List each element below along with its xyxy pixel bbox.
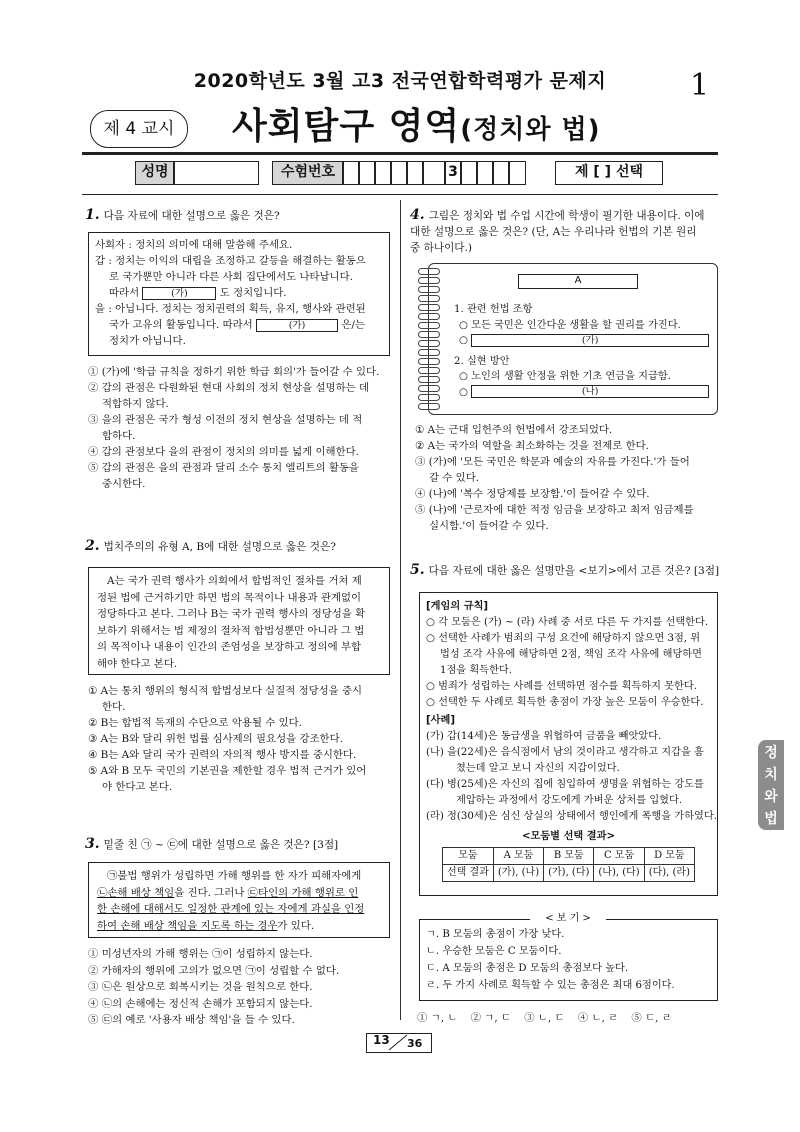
column-divider bbox=[400, 200, 401, 1020]
q3-box-line bbox=[97, 918, 381, 935]
option-line: ② 갑의 관점은 다원화된 현대 사회의 정치 현상을 설명하는 데 bbox=[88, 382, 370, 394]
q1-prompt bbox=[85, 207, 280, 224]
q5-bogi-item: ㄹ. 두 가지 사례로 획득할 수 있는 총점은 최대 6점이다. bbox=[426, 980, 675, 991]
q4-prompt-text: 그림은 정치와 법 수업 시간에 학생이 필기한 내용이다. 이에 bbox=[428, 210, 705, 222]
name-field[interactable] bbox=[173, 161, 259, 185]
q2-box-line: 정된 법에 근거하기만 하면 법의 목적이나 내용과 관계없이 bbox=[97, 591, 362, 604]
q2-box-line: 정당하다고 본다. 그러나 B는 국가 권력 행사의 정당성을 확 bbox=[97, 608, 366, 620]
ring-icon bbox=[418, 313, 440, 320]
q5-answers bbox=[417, 1010, 672, 1026]
option-line: ② B는 합법적 독재의 수단으로 악용될 수 있다. bbox=[88, 717, 303, 729]
q1-box-line: 로 국가뿐만 아니라 다른 사회 집단에서도 나타납니다. bbox=[109, 271, 353, 283]
ring-icon bbox=[418, 403, 440, 410]
q5-prompt-text: 다음 자료에 대한 옳은 설명만을 <보기>에서 고른 것은? [3점] bbox=[428, 565, 720, 577]
table-cell: (가), (다) bbox=[544, 865, 594, 882]
side-tab-char: 와 bbox=[764, 789, 778, 805]
option-line: ③ (가)에 '모든 국민은 학문과 예술의 자유를 가진다.'가 들어 bbox=[415, 456, 690, 468]
q2-number: 2. bbox=[85, 538, 100, 554]
q4-note-bullet: ○ bbox=[459, 335, 468, 346]
option-line: 야 한다고 본다. bbox=[102, 781, 173, 793]
exam-number-hyphen bbox=[422, 161, 446, 185]
subject-title bbox=[232, 98, 601, 149]
q4-note-bullet: ○ bbox=[459, 386, 468, 398]
q4-option-1[interactable] bbox=[415, 422, 720, 438]
option-line: ⑤ A와 B 모두 국민의 기본권을 제한할 경우 법적 근거가 있어 bbox=[88, 765, 367, 777]
table-header-cell: D 모둠 bbox=[644, 848, 694, 865]
ring-icon bbox=[418, 268, 440, 275]
q4-blank-ga: (가) bbox=[471, 334, 709, 347]
q1-box-line: 을 : 아닙니다. 정치는 정치권력의 획득, 유지, 행사와 관련된 bbox=[95, 303, 366, 315]
table-header-cell: A 모둠 bbox=[493, 848, 543, 865]
q3-underline-c: 하여 손해 배상 책임을 지도록 하는 경우 bbox=[97, 919, 278, 932]
q5-rule: ○ 선택한 두 사례로 획득한 총점이 가장 높은 모둠이 우승한다. bbox=[426, 697, 704, 708]
table-row bbox=[442, 848, 694, 865]
q2-box-line: A는 국가 권력 행사가 의회에서 합법적인 절차를 거쳐 제 bbox=[107, 575, 362, 587]
q1-option-3[interactable] bbox=[88, 412, 393, 444]
page-number: 1 bbox=[690, 68, 710, 103]
ring-icon bbox=[418, 295, 440, 302]
q5-bogi-item: ㄷ. A 모둠의 총점은 D 모둠의 총점보다 높다. bbox=[426, 963, 629, 974]
q5-result-table bbox=[442, 847, 695, 882]
option-line: 실시함.'이 들어갈 수 있다. bbox=[429, 520, 549, 532]
ring-icon bbox=[418, 331, 440, 338]
table-row bbox=[442, 865, 694, 882]
ring-icon bbox=[418, 358, 440, 365]
ring-icon bbox=[418, 322, 440, 329]
q5-answer-2[interactable]: ② ㄱ, ㄷ bbox=[470, 1012, 511, 1024]
option-line: ⑤ 갑의 관점은 을의 관점과 달리 소수 통치 엘리트의 활동을 bbox=[88, 462, 359, 474]
exam-title: 2020학년도 3월 고3 전국연합학력평가 문제지 bbox=[193, 70, 607, 92]
q4-option-2[interactable] bbox=[415, 438, 720, 454]
option-line: ② 가해자의 행위에 고의가 없으면 ㉠이 성립할 수 없다. bbox=[88, 964, 340, 977]
q4-prompt-text: 대한 설명으로 옳은 것은? (단, A는 우리나라 헌법의 기본 원리 bbox=[410, 226, 697, 238]
q5-answer-5[interactable]: ⑤ ㄷ, ㄹ bbox=[631, 1012, 672, 1024]
q5-answer-1[interactable]: ① ㄱ, ㄴ bbox=[417, 1012, 458, 1024]
q2-option-4[interactable] bbox=[88, 747, 393, 763]
q3-box-line: ㉠불법 행위가 성립하면 가해 행위를 한 자가 피해자에게 bbox=[107, 870, 362, 882]
option-line: ③ 을의 관점은 국가 형성 이전의 정치 현상을 설명하는 데 적 bbox=[88, 414, 363, 426]
option-line: 한다. bbox=[102, 701, 126, 713]
subject-side-tab bbox=[758, 740, 784, 830]
q1-number: 1. bbox=[85, 207, 100, 223]
q5-rule: 1점을 획득한다. bbox=[440, 665, 513, 676]
q5-bogi-item: ㄱ. B 모둠의 총점이 가장 낮다. bbox=[426, 929, 565, 940]
side-tab-char: 정 bbox=[764, 745, 778, 761]
q3-option-3[interactable] bbox=[88, 979, 393, 996]
exam-number-digit: 3 bbox=[444, 161, 462, 185]
option-line: ⑤ (나)에 '근로자에 대한 적정 임금을 보장하고 최저 임금제를 bbox=[415, 504, 694, 516]
q5-rule: 법성 조각 사유에 해당하면 2점, 책임 조각 사유에 해당하면 bbox=[440, 649, 702, 660]
table-header-cell: 모둠 bbox=[442, 848, 493, 865]
q5-source-box bbox=[419, 592, 718, 896]
option-line: ① A는 통치 행위의 형식적 합법성보다 실질적 정당성을 중시 bbox=[88, 685, 363, 697]
exam-number-box[interactable] bbox=[508, 161, 526, 185]
q5-case: 쳤는데 알고 보니 자신의 지갑이었다. bbox=[456, 763, 620, 774]
q4-option-4[interactable] bbox=[415, 486, 720, 502]
exam-number-label: 수험번호 bbox=[272, 161, 344, 185]
q5-bogi-item: ㄴ. 우승한 모둠은 C 모둠이다. bbox=[426, 946, 562, 957]
q4-note-line: ○ 노인의 생활 안정을 위한 기초 연금을 지급함. bbox=[459, 371, 671, 382]
q1-blank-ga: (가) bbox=[256, 319, 338, 332]
q5-bogi-title: < 보 기 > bbox=[530, 912, 606, 926]
q4-note-line: ○ 모든 국민은 인간다운 생활을 할 권리를 가진다. bbox=[459, 319, 681, 331]
q1-option-1[interactable] bbox=[88, 364, 393, 380]
q1-box-line: 사회자 : 정치의 의미에 대해 말씀해 주세요. bbox=[95, 239, 293, 251]
ring-icon bbox=[418, 367, 440, 374]
q5-rule: ○ 각 모둠은 (가) ~ (라) 사례 중 서로 다른 두 가지를 선택한다. bbox=[426, 617, 709, 628]
period-badge: 제 4 교시 bbox=[90, 110, 188, 148]
option-line: ③ A는 B와 달리 위헌 법률 심사제의 필요성을 강조한다. bbox=[88, 733, 343, 745]
q1-box-line bbox=[95, 317, 383, 333]
q1-options bbox=[88, 364, 393, 492]
q1-box-text: 도 정치입니다. bbox=[219, 287, 287, 299]
q3-source-box bbox=[88, 862, 390, 938]
q1-source-box bbox=[88, 232, 390, 356]
q2-box-line: 의 목적이나 내용이 인간의 존엄성을 보장하고 정의에 부합 bbox=[97, 641, 362, 653]
name-label: 성명 bbox=[135, 161, 175, 185]
ring-icon bbox=[418, 349, 440, 356]
option-line: ① (가)에 '학급 규칙을 정하기 위한 학급 회의'가 들어갈 수 있다. bbox=[88, 366, 380, 378]
option-line: ④ (나)에 '복수 정당제를 보장함.'이 들어갈 수 있다. bbox=[415, 488, 650, 500]
q5-rules-title: [게임의 규칙] bbox=[426, 601, 489, 612]
q5-rule: ○ 선택한 사례가 범죄의 구성 요건에 해당하지 않으면 3점, 위 bbox=[426, 633, 701, 644]
subject-sub: (정치와 법) bbox=[460, 115, 601, 145]
ring-icon bbox=[418, 376, 440, 383]
ring-icon bbox=[418, 394, 440, 401]
q1-option-5[interactable] bbox=[88, 460, 393, 492]
q3-box-line bbox=[97, 885, 381, 902]
q1-box-text: 따라서 bbox=[109, 287, 140, 299]
q2-option-2[interactable] bbox=[88, 715, 393, 731]
page-indicator bbox=[366, 1033, 432, 1053]
q1-box-line: 갑 : 정치는 이익의 대립을 조정하고 갈등을 해결하는 활동으 bbox=[95, 255, 366, 267]
q5-case: (나) 을(22세)은 음식점에서 남의 것이라고 생각하고 지갑을 훔 bbox=[426, 747, 704, 758]
q4-note-line: 2. 실현 방안 bbox=[454, 355, 510, 367]
q3-box-line: 한 손해에 대해서도 일정한 관계에 있는 자에게 과실을 인정 bbox=[97, 903, 365, 915]
q4-note-line: 1. 관련 헌법 조항 bbox=[454, 304, 533, 315]
q1-box-line bbox=[95, 285, 383, 301]
q4-prompt-text: 중 하나이다.) bbox=[410, 242, 473, 254]
q4-option-3[interactable] bbox=[415, 454, 720, 486]
option-line: ④ 갑의 관점보다 을의 관점이 정치의 의미를 넓게 이해한다. bbox=[88, 446, 359, 458]
option-line: ⑤ ㉢의 예로 '사용자 배상 책임'을 들 수 있다. bbox=[88, 1014, 295, 1027]
ring-icon bbox=[418, 304, 440, 311]
q1-blank-ga: (가) bbox=[142, 287, 216, 300]
q2-option-3[interactable] bbox=[88, 731, 393, 747]
q3-option-1[interactable] bbox=[88, 946, 393, 963]
q2-box-line: 보하기 위해서는 법 제정의 절차적 합법성뿐만 아니라 그 법 bbox=[97, 624, 365, 637]
q4-note-title-box: A bbox=[518, 274, 638, 289]
table-cell: (나), (다) bbox=[594, 865, 644, 882]
header-rule bbox=[82, 152, 718, 155]
q3-box-text: 가 있다. bbox=[277, 919, 315, 932]
q5-table-title: <모둠별 선택 결과> bbox=[521, 831, 616, 842]
option-line: 갈 수 있다. bbox=[429, 472, 480, 484]
q3-option-5[interactable] bbox=[88, 1012, 393, 1029]
option-line: ③ ㉡은 원상으로 회복시키는 것을 원칙으로 한다. bbox=[88, 981, 313, 994]
info-rule bbox=[82, 194, 718, 195]
ring-icon bbox=[418, 340, 440, 347]
subject-main: 사회탐구 영역 bbox=[232, 106, 461, 147]
q3-prompt bbox=[85, 836, 338, 853]
table-cell: (가), (나) bbox=[493, 865, 543, 882]
q1-option-4[interactable] bbox=[88, 444, 393, 460]
q3-underline-b: ㉡손해 배상 책임 bbox=[97, 886, 175, 899]
page-current: 13 bbox=[373, 1033, 390, 1047]
q3-number: 3. bbox=[85, 836, 100, 852]
option-line: 합하다. bbox=[102, 430, 136, 442]
q1-box-line: 정치가 아닙니다. bbox=[109, 335, 186, 347]
option-line: 중시한다. bbox=[102, 478, 146, 490]
q2-source-box bbox=[88, 567, 390, 675]
q5-prompt bbox=[410, 562, 719, 579]
side-tab-char: 치 bbox=[764, 767, 778, 783]
q2-box-line: 해야 한다고 본다. bbox=[97, 657, 178, 670]
q3-options bbox=[88, 946, 393, 1029]
q4-prompt bbox=[410, 207, 720, 256]
option-line: ④ ㉡의 손해에는 정신적 손해가 포함되지 않는다. bbox=[88, 997, 313, 1010]
q2-option-5[interactable] bbox=[88, 763, 393, 795]
q1-box-text: 은/는 bbox=[341, 319, 365, 331]
side-tab-char: 법 bbox=[764, 811, 778, 827]
q5-cases-title: [사례] bbox=[426, 715, 455, 726]
q2-prompt-text: 법치주의의 유형 A, B에 대한 설명으로 옳은 것은? bbox=[103, 541, 336, 553]
q5-answer-3[interactable]: ③ ㄴ, ㄷ bbox=[524, 1012, 565, 1024]
q4-blank-na: (나) bbox=[471, 385, 709, 398]
option-line: ① A는 근대 입헌주의 헌법에서 강조되었다. bbox=[415, 424, 613, 436]
q4-note-line bbox=[454, 333, 714, 349]
q1-prompt-text: 다음 자료에 대한 설명으로 옳은 것은? bbox=[103, 210, 280, 222]
q4-note-body bbox=[454, 302, 714, 400]
table-header-cell: B 모둠 bbox=[544, 848, 594, 865]
ring-icon bbox=[418, 277, 440, 284]
q2-prompt bbox=[85, 538, 336, 555]
q5-bogi-box bbox=[419, 919, 718, 1001]
option-line: 적합하지 않다. bbox=[102, 398, 169, 410]
q1-option-2[interactable] bbox=[88, 380, 393, 412]
q4-note-line bbox=[454, 385, 714, 401]
q3-box-text: 을 진다. 그러나 bbox=[174, 886, 248, 899]
q3-underline-c: ㉢타인의 가해 행위로 인 bbox=[247, 886, 359, 899]
q3-option-2[interactable] bbox=[88, 963, 393, 980]
q5-number: 5. bbox=[410, 562, 425, 578]
q5-rule: ○ 범죄가 성립하는 사례를 선택하면 점수를 획득하지 못한다. bbox=[426, 681, 697, 692]
table-header-cell: C 모둠 bbox=[594, 848, 644, 865]
q4-option-5[interactable] bbox=[415, 502, 720, 534]
q1-box-text: 국가 고유의 활동입니다. 따라서 bbox=[109, 319, 253, 331]
ring-icon bbox=[418, 385, 440, 392]
q5-case: (다) 병(25세)은 자신의 집에 침입하여 생명을 위협하는 강도를 bbox=[426, 779, 704, 790]
table-cell: (다), (라) bbox=[644, 865, 694, 882]
option-line: ② A는 국가의 역할을 최소화하는 것을 전제로 한다. bbox=[415, 440, 649, 452]
q5-case: 제압하는 과정에서 강도에게 가벼운 상처를 입혔다. bbox=[456, 795, 683, 806]
q2-options bbox=[88, 683, 393, 795]
option-line: ④ B는 A와 달리 국가 권력의 자의적 행사 방지를 중시한다. bbox=[88, 749, 357, 761]
table-cell: 선택 결과 bbox=[442, 865, 493, 882]
page-total: 36 bbox=[407, 1037, 423, 1050]
ring-icon bbox=[418, 286, 440, 293]
choice-label: 제 [ ] 선택 bbox=[555, 161, 663, 185]
q3-option-4[interactable] bbox=[88, 996, 393, 1013]
q3-prompt-text: 밑줄 친 ㉠ ~ ㉢에 대한 설명으로 옳은 것은? [3점] bbox=[103, 839, 339, 851]
q2-option-1[interactable] bbox=[88, 683, 393, 715]
q4-options bbox=[415, 422, 720, 534]
q5-case: (가) 갑(14세)은 동급생을 위협하여 금품을 빼앗았다. bbox=[426, 731, 662, 742]
q4-number: 4. bbox=[410, 207, 425, 223]
q5-answer-4[interactable]: ④ ㄴ, ㄹ bbox=[577, 1012, 619, 1024]
q5-case: (라) 정(30세)은 심신 상실의 상태에서 행인에게 폭행을 가하였다. bbox=[426, 811, 717, 822]
option-line: ① 미성년자의 가해 행위는 ㉠이 성립하지 않는다. bbox=[88, 948, 313, 960]
